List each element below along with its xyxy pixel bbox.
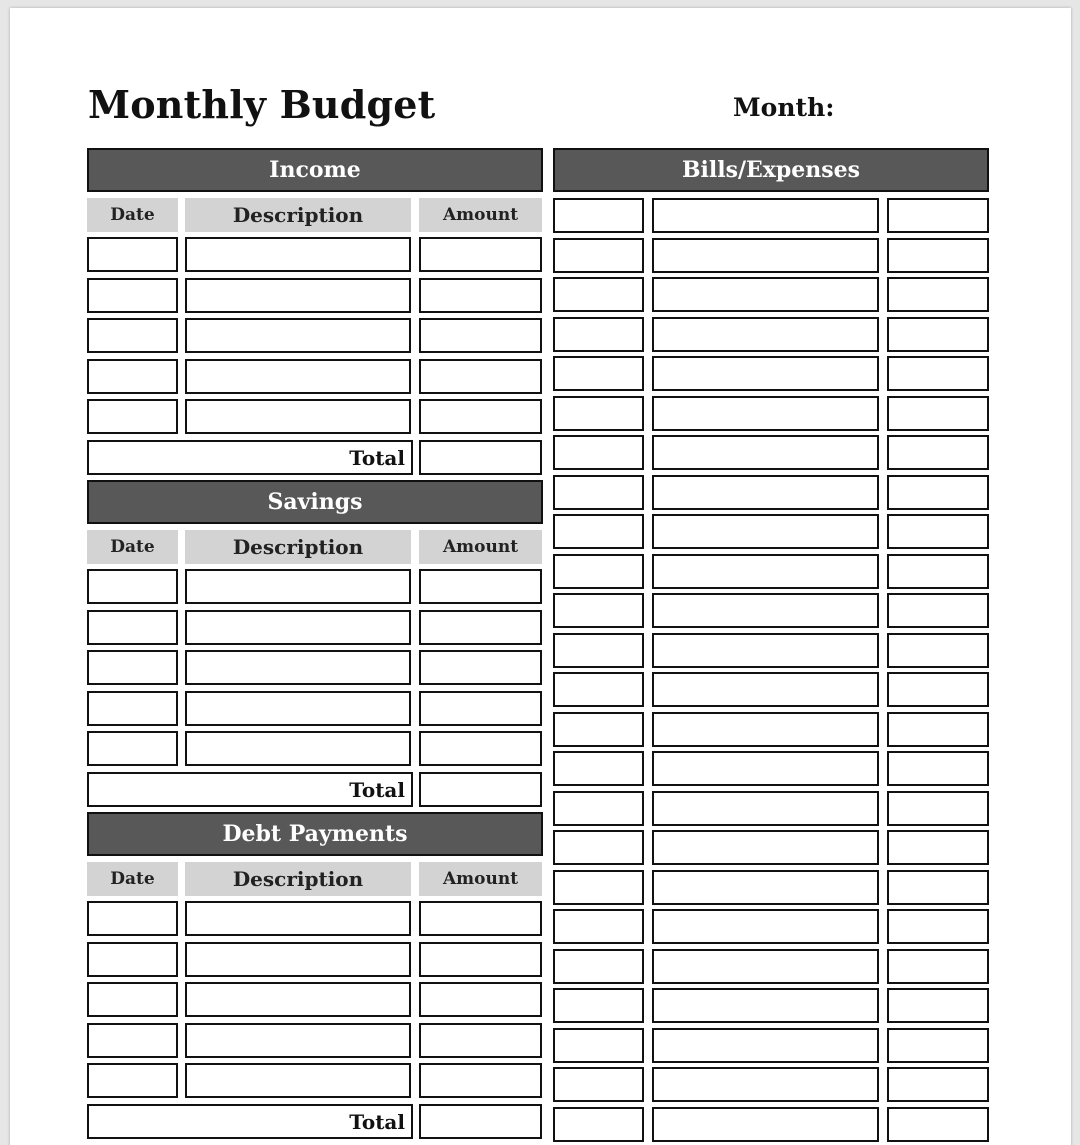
bills-amount-cell[interactable]: [887, 514, 989, 549]
income-date-cell[interactable]: [87, 237, 178, 272]
bills-date-cell[interactable]: [553, 909, 644, 944]
bills-date-cell[interactable]: [553, 712, 644, 747]
debt-payments-description-cell[interactable]: [185, 942, 411, 977]
debt-payments-date-cell[interactable]: [87, 1023, 178, 1058]
bills-date-cell[interactable]: [553, 949, 644, 984]
savings-total-amount-cell[interactable]: [419, 772, 542, 807]
income-date-cell[interactable]: [87, 399, 178, 434]
bills-amount-cell[interactable]: [887, 554, 989, 589]
debt-payments-description-cell[interactable]: [185, 1063, 411, 1098]
bills-amount-cell[interactable]: [887, 277, 989, 312]
bills-description-cell[interactable]: [652, 988, 879, 1023]
bills-expenses-header: Bills/Expenses: [553, 148, 989, 192]
bills-description-cell[interactable]: [652, 593, 879, 628]
debt-payments-header: Debt Payments: [87, 812, 543, 856]
income-description-cell[interactable]: [185, 278, 411, 313]
bills-description-cell[interactable]: [652, 712, 879, 747]
bills-amount-cell[interactable]: [887, 751, 989, 786]
bills-date-cell[interactable]: [553, 317, 644, 352]
bills-amount-cell[interactable]: [887, 672, 989, 707]
bills-description-cell[interactable]: [652, 317, 879, 352]
bills-amount-cell[interactable]: [887, 198, 989, 233]
bills-date-cell[interactable]: [553, 593, 644, 628]
bills-amount-cell[interactable]: [887, 396, 989, 431]
bills-description-cell[interactable]: [652, 633, 879, 668]
bills-amount-cell[interactable]: [887, 1107, 989, 1142]
bills-date-cell[interactable]: [553, 830, 644, 865]
bills-amount-cell[interactable]: [887, 593, 989, 628]
bills-amount-cell[interactable]: [887, 1067, 989, 1102]
savings-amount-cell[interactable]: [419, 610, 542, 645]
bills-date-cell[interactable]: [553, 870, 644, 905]
bills-date-cell[interactable]: [553, 1028, 644, 1063]
savings-header: Savings: [87, 480, 543, 524]
debt-payments-description-cell[interactable]: [185, 1023, 411, 1058]
bills-amount-cell[interactable]: [887, 1028, 989, 1063]
bills-description-cell[interactable]: [652, 949, 879, 984]
bills-date-cell[interactable]: [553, 633, 644, 668]
debt-payments-date-cell[interactable]: [87, 1063, 178, 1098]
bills-date-cell[interactable]: [553, 988, 644, 1023]
bills-amount-cell[interactable]: [887, 949, 989, 984]
income-amount-cell[interactable]: [419, 399, 542, 434]
debt-payments-amount-cell[interactable]: [419, 1063, 542, 1098]
savings-date-cell[interactable]: [87, 610, 178, 645]
bills-description-cell[interactable]: [652, 198, 879, 233]
debt-payments-date-cell[interactable]: [87, 942, 178, 977]
bills-description-cell[interactable]: [652, 396, 879, 431]
income-amount-cell[interactable]: [419, 318, 542, 353]
bills-amount-cell[interactable]: [887, 830, 989, 865]
bills-date-cell[interactable]: [553, 554, 644, 589]
bills-description-cell[interactable]: [652, 554, 879, 589]
savings-description-cell[interactable]: [185, 610, 411, 645]
income-amount-cell[interactable]: [419, 278, 542, 313]
bills-description-cell[interactable]: [652, 475, 879, 510]
bills-date-cell[interactable]: [553, 396, 644, 431]
bills-amount-cell[interactable]: [887, 475, 989, 510]
income-date-cell[interactable]: [87, 278, 178, 313]
income-description-cell[interactable]: [185, 399, 411, 434]
bills-amount-cell[interactable]: [887, 870, 989, 905]
income-description-column-head: Description: [185, 198, 411, 232]
debt-payments-total-amount-cell[interactable]: [419, 1104, 542, 1139]
savings-amount-cell[interactable]: [419, 731, 542, 766]
bills-date-cell[interactable]: [553, 672, 644, 707]
bills-date-cell[interactable]: [553, 514, 644, 549]
bills-amount-cell[interactable]: [887, 238, 989, 273]
bills-description-cell[interactable]: [652, 751, 879, 786]
savings-date-cell[interactable]: [87, 569, 178, 604]
debt-payments-date-column-head: Date: [87, 862, 178, 896]
bills-date-cell[interactable]: [553, 791, 644, 826]
income-date-cell[interactable]: [87, 359, 178, 394]
bills-date-cell[interactable]: [553, 1067, 644, 1102]
month-label: Month:: [733, 93, 835, 122]
bills-amount-cell[interactable]: [887, 712, 989, 747]
bills-description-cell[interactable]: [652, 870, 879, 905]
income-amount-cell[interactable]: [419, 237, 542, 272]
bills-description-cell[interactable]: [652, 1107, 879, 1142]
savings-amount-column-head: Amount: [419, 530, 542, 564]
savings-description-cell[interactable]: [185, 569, 411, 604]
bills-date-cell[interactable]: [553, 1107, 644, 1142]
income-description-cell[interactable]: [185, 359, 411, 394]
debt-payments-date-cell[interactable]: [87, 982, 178, 1017]
bills-amount-cell[interactable]: [887, 435, 989, 470]
savings-amount-cell[interactable]: [419, 691, 542, 726]
bills-amount-cell[interactable]: [887, 633, 989, 668]
debt-payments-description-cell[interactable]: [185, 982, 411, 1017]
savings-amount-cell[interactable]: [419, 569, 542, 604]
income-total-label: Total: [87, 440, 413, 475]
bills-date-cell[interactable]: [553, 435, 644, 470]
savings-date-column-head: Date: [87, 530, 178, 564]
savings-date-cell[interactable]: [87, 691, 178, 726]
income-amount-column-head: Amount: [419, 198, 542, 232]
bills-date-cell[interactable]: [553, 238, 644, 273]
bills-description-cell[interactable]: [652, 356, 879, 391]
debt-payments-description-column-head: Description: [185, 862, 411, 896]
bills-description-cell[interactable]: [652, 909, 879, 944]
debt-payments-amount-cell[interactable]: [419, 1023, 542, 1058]
debt-payments-amount-cell[interactable]: [419, 982, 542, 1017]
bills-description-cell[interactable]: [652, 1028, 879, 1063]
bills-date-cell[interactable]: [553, 751, 644, 786]
bills-description-cell[interactable]: [652, 1067, 879, 1102]
savings-total-label: Total: [87, 772, 413, 807]
month-field[interactable]: [830, 90, 988, 124]
bills-date-cell[interactable]: [553, 198, 644, 233]
debt-payments-amount-cell[interactable]: [419, 901, 542, 936]
income-description-cell[interactable]: [185, 237, 411, 272]
bills-description-cell[interactable]: [652, 238, 879, 273]
bills-amount-cell[interactable]: [887, 356, 989, 391]
bills-description-cell[interactable]: [652, 791, 879, 826]
savings-description-column-head: Description: [185, 530, 411, 564]
bills-date-cell[interactable]: [553, 475, 644, 510]
page-title: Monthly Budget: [88, 82, 436, 127]
bills-date-cell[interactable]: [553, 356, 644, 391]
bills-description-cell[interactable]: [652, 514, 879, 549]
bills-amount-cell[interactable]: [887, 791, 989, 826]
debt-payments-amount-column-head: Amount: [419, 862, 542, 896]
savings-date-cell[interactable]: [87, 650, 178, 685]
debt-payments-date-cell[interactable]: [87, 901, 178, 936]
bills-amount-cell[interactable]: [887, 988, 989, 1023]
bills-description-cell[interactable]: [652, 277, 879, 312]
bills-description-cell[interactable]: [652, 435, 879, 470]
bills-description-cell[interactable]: [652, 830, 879, 865]
bills-description-cell[interactable]: [652, 672, 879, 707]
savings-date-cell[interactable]: [87, 731, 178, 766]
debt-payments-description-cell[interactable]: [185, 901, 411, 936]
bills-amount-cell[interactable]: [887, 909, 989, 944]
savings-description-cell[interactable]: [185, 691, 411, 726]
bills-date-cell[interactable]: [553, 277, 644, 312]
savings-amount-cell[interactable]: [419, 650, 542, 685]
income-description-cell[interactable]: [185, 318, 411, 353]
savings-description-cell[interactable]: [185, 650, 411, 685]
savings-description-cell[interactable]: [185, 731, 411, 766]
income-date-cell[interactable]: [87, 318, 178, 353]
income-amount-cell[interactable]: [419, 359, 542, 394]
debt-payments-total-label: Total: [87, 1104, 413, 1139]
bills-amount-cell[interactable]: [887, 317, 989, 352]
income-total-amount-cell[interactable]: [419, 440, 542, 475]
debt-payments-amount-cell[interactable]: [419, 942, 542, 977]
income-date-column-head: Date: [87, 198, 178, 232]
income-header: Income: [87, 148, 543, 192]
